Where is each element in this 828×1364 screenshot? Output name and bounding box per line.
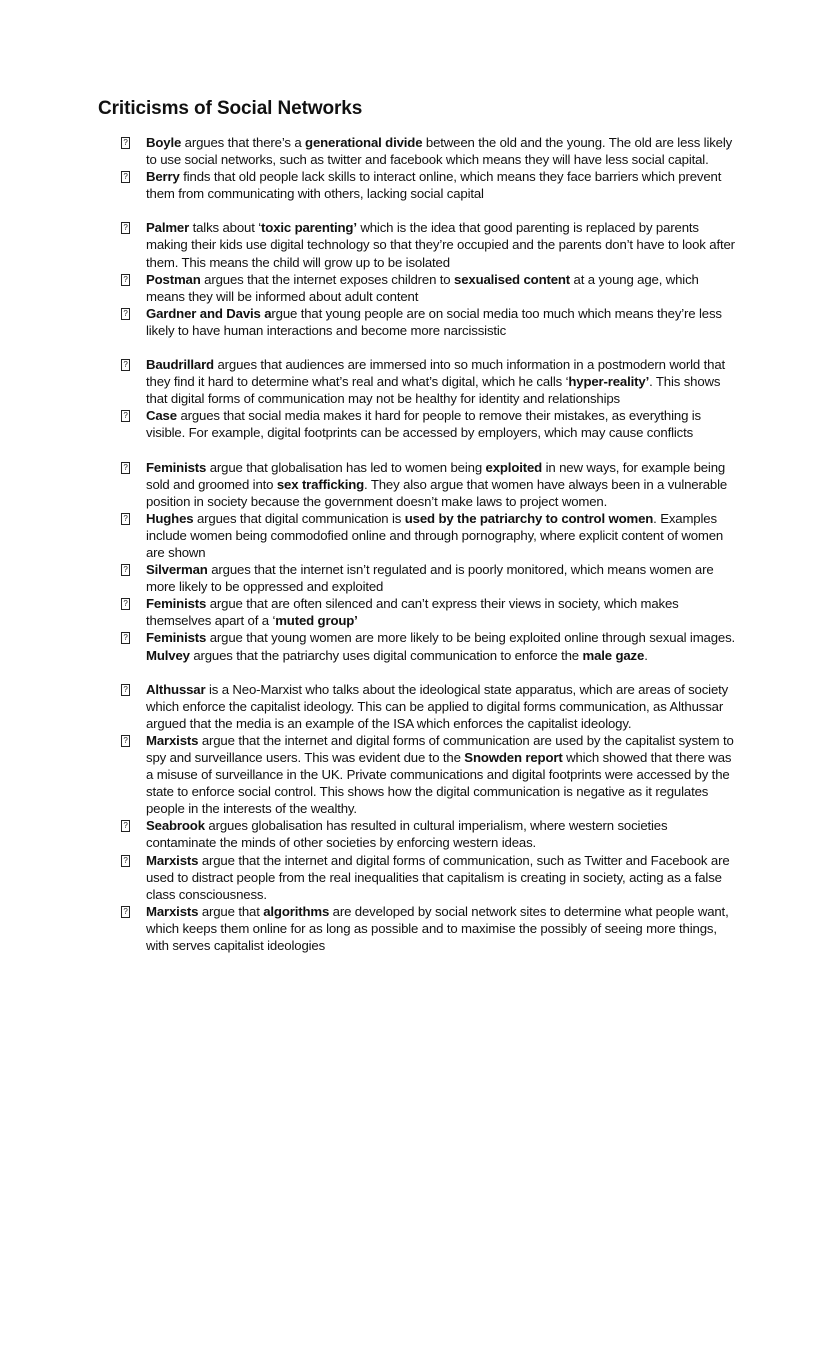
bold-term: Berry — [146, 169, 180, 185]
bold-term: Case — [146, 408, 177, 424]
list-item — [120, 219, 740, 270]
list-item — [120, 356, 740, 407]
text-segment: . Examples include women being commodofied online and through pornography, where explicit content of women are shown — [146, 510, 724, 560]
list-item — [120, 459, 740, 510]
group-spacer — [120, 339, 740, 356]
missing-glyph-bullet-icon: ? — [121, 855, 130, 867]
list-item — [120, 561, 740, 595]
text-segment: argue that young women are more likely to be being exploited online through sexual images. — [206, 630, 736, 646]
bold-term: Baudrillard — [146, 357, 214, 373]
text-segment: argues that there’s a — [181, 135, 306, 150]
text-segment: is a Neo-Marxist who talks about the ideological state apparatus, which are areas of society which enforce the capitalist ideology. This can be applied to digital forms communication, as Althussar argued that the media is an example of the ISA which enforces the capitalist ideology. — [146, 681, 729, 731]
bold-term: sex trafficking — [276, 476, 365, 492]
bold-term: hyper-reality’ — [568, 374, 650, 390]
group-spacer — [120, 202, 740, 219]
list-item — [120, 852, 740, 903]
bold-term: male gaze — [582, 647, 645, 663]
text-segment: argue that the internet and digital forms of communication, such as Twitter and Facebook are used to distract people from the real inequalities that capitalism is creating in society, acting as a false class consciousness. — [146, 852, 730, 902]
missing-glyph-bullet-icon: ? — [121, 222, 130, 234]
missing-glyph-bullet-icon: ? — [121, 906, 130, 918]
text-segment: argue that — [198, 903, 264, 919]
group-spacer — [120, 442, 740, 459]
missing-glyph-bullet-icon: ? — [121, 137, 130, 149]
bold-term: muted group’ — [275, 613, 358, 629]
bold-term: Mulvey — [146, 647, 190, 663]
bold-term: Feminists — [146, 459, 207, 475]
bold-term: Postman — [146, 271, 201, 287]
list-item — [120, 817, 740, 851]
text-segment: finds that old people lack skills to interact online, which means they face barriers which prevent them from communicating with others, lacking social capital — [146, 169, 722, 202]
page-title: Criticisms of Social Networks — [98, 98, 363, 119]
text-segment: argues that audiences are immersed into so much information in a postmodern world that they find it hard to determine what’s real and what’s digital, which he calls ‘ — [146, 357, 726, 390]
missing-glyph-bullet-icon: ? — [121, 564, 130, 576]
bold-term: Palmer — [146, 220, 190, 236]
text-segment: argue that are often silenced and can’t express their views in society, which makes themselves apart of a ‘ — [146, 596, 679, 629]
missing-glyph-bullet-icon: ? — [121, 684, 130, 696]
missing-glyph-bullet-icon: ? — [121, 410, 130, 422]
text-segment: . — [644, 647, 648, 663]
text-segment: talks about ‘ — [189, 220, 262, 236]
text-segment: argues that the internet isn’t regulated and is poorly monitored, which means women are more likely to be oppressed and exploited — [146, 562, 714, 595]
text-segment: argue that the internet and digital forms of communication are used by the capitalist system to spy and surveillance users. This was evident due to the — [146, 732, 734, 765]
bold-term: Marxists — [146, 732, 199, 748]
list-item — [120, 134, 740, 168]
bold-term: Althussar — [146, 681, 206, 697]
bold-term: Boyle — [146, 135, 182, 150]
missing-glyph-bullet-icon: ? — [121, 735, 130, 747]
text-segment: rgue that young people are on social media too much which means they’re less likely to have human interactions and become more narcissistic — [146, 305, 722, 338]
bold-term: Marxists — [146, 852, 199, 868]
text-segment: . This shows that digital forms of communication may not be healthy for identity and relationships — [146, 374, 721, 407]
bold-term: Seabrook — [146, 818, 205, 834]
list-item — [120, 305, 740, 339]
bold-term: Snowden report — [464, 750, 563, 765]
text-segment: argues that the patriarchy uses digital communication to enforce the — [189, 647, 583, 663]
text-segment: argues that digital communication is — [193, 510, 405, 526]
group-spacer — [120, 664, 740, 681]
list-item — [120, 595, 740, 629]
missing-glyph-bullet-icon: ? — [121, 462, 130, 474]
bold-term: exploited — [485, 459, 543, 475]
text-segment: in new ways, for example being sold and groomed into — [146, 459, 726, 492]
bold-term: sexualised content — [454, 271, 571, 287]
text-segment: argues that social media makes it hard for people to remove their mistakes, as everything is visible. For example, digital footprints can be accessed by employers, which may cause conflicts — [146, 408, 701, 441]
missing-glyph-bullet-icon: ? — [121, 598, 130, 610]
missing-glyph-bullet-icon: ? — [121, 632, 130, 644]
text-segment: at a young age, which means they will be informed about adult content — [146, 271, 699, 304]
bold-term: Gardner and Davis a — [146, 305, 272, 321]
list-item — [120, 629, 740, 663]
bold-term: Silverman — [146, 562, 208, 578]
text-segment: argue that globalisation has led to women being — [206, 459, 486, 475]
bold-term: algorithms — [263, 903, 330, 919]
bold-term: generational divide — [305, 135, 423, 150]
text-segment: which showed that there was a misuse of surveillance in the UK. Private communications and digital footprints were accessed by the state to enforce social control. This shows how the digital communication is negative as it regulates people in the interests of the wealthy. — [146, 750, 732, 817]
text-segment: are developed by social network sites to determine what people want, which keeps them online for as long as possible and to maximise the possibly of seeing more things, with serves capitalist ideologies — [146, 903, 729, 954]
list-item — [120, 681, 740, 732]
list-item — [120, 168, 740, 202]
bold-term: Feminists — [146, 630, 207, 646]
list-item — [120, 271, 740, 305]
text-segment: between the old and the young. The old are less likely to use social networks, such as twitter and facebook which means they will have less social capital. — [146, 135, 733, 168]
missing-glyph-bullet-icon: ? — [121, 308, 130, 320]
text-segment: which is the idea that good parenting is replaced by parents making their kids use digital technology so that they’re occupied and the parents don’t have to look after them. This means the child will grow up to be isolated — [146, 220, 735, 270]
missing-glyph-bullet-icon: ? — [121, 513, 130, 525]
bold-term: used by the patriarchy to control women — [404, 510, 654, 526]
bold-term: Feminists — [146, 596, 207, 612]
list-item — [120, 903, 740, 954]
bold-term: toxic parenting’ — [261, 220, 357, 236]
text-segment: . They also argue that women have always been in a vulnerable position in society because the government doesn’t make laws to project women. — [146, 476, 728, 509]
list-item — [120, 510, 740, 561]
list-item — [120, 732, 740, 817]
missing-glyph-bullet-icon: ? — [121, 820, 130, 832]
missing-glyph-bullet-icon: ? — [121, 171, 130, 183]
bold-term: Marxists — [146, 903, 199, 919]
missing-glyph-bullet-icon: ? — [121, 274, 130, 286]
text-segment: argues globalisation has resulted in cultural imperialism, where western societies contaminate the minds of other societies by enforcing western ideas. — [146, 818, 668, 851]
missing-glyph-bullet-icon: ? — [121, 359, 130, 371]
bold-term: Hughes — [146, 510, 194, 526]
criticisms-list — [120, 134, 740, 954]
list-item — [120, 407, 740, 441]
text-segment: argues that the internet exposes children to — [200, 271, 455, 287]
